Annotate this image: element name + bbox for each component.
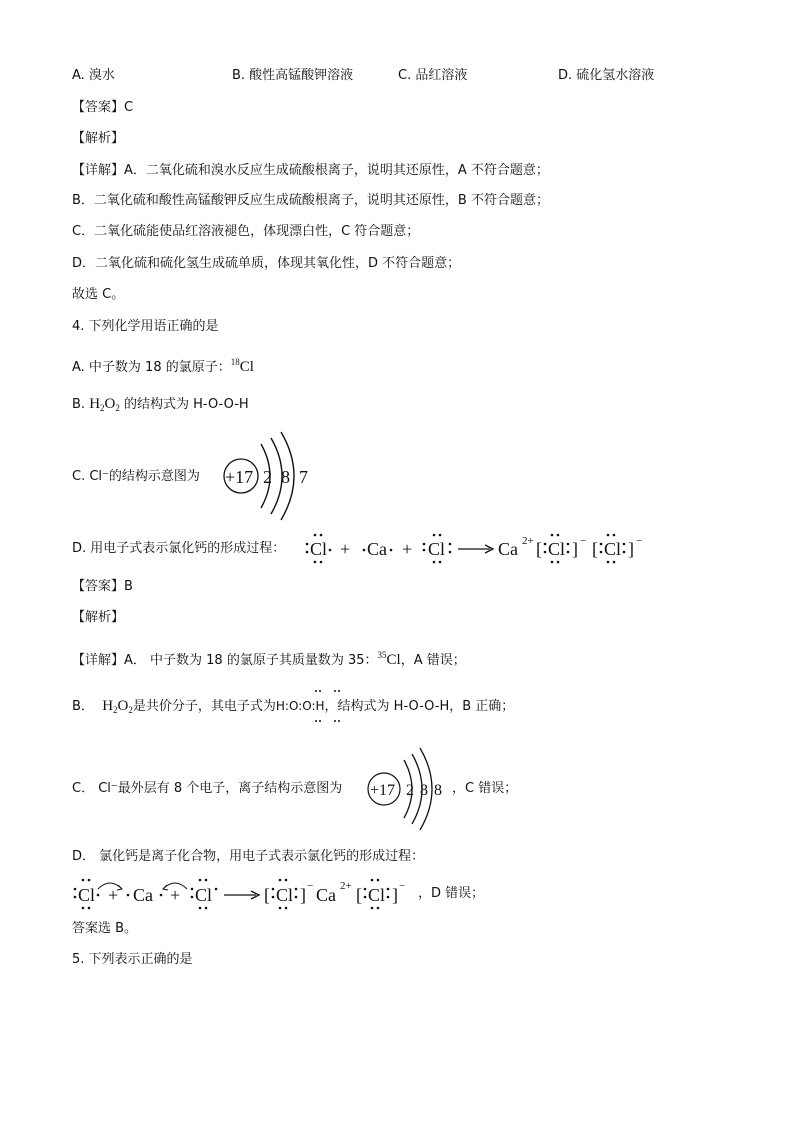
ca-ion: Ca bbox=[498, 539, 518, 559]
plus-sign: + bbox=[402, 539, 413, 559]
ca-ion: Ca bbox=[316, 885, 336, 905]
cl-ion: Cl bbox=[604, 539, 622, 559]
q4-conclusion: 答案选 B。 bbox=[72, 921, 138, 936]
element-symbol: Cl bbox=[239, 359, 254, 375]
q3-answer: 【答案】C bbox=[72, 100, 134, 115]
option-a-text: A. 溴水 bbox=[72, 68, 115, 83]
q4-analysis-label: 【解析】 bbox=[72, 610, 125, 625]
q4-option-a-label: A. 中子数为 18 的氯原子： bbox=[72, 360, 231, 375]
svg-text:]: ] bbox=[392, 885, 398, 905]
cacl2-formation-process bbox=[300, 528, 665, 568]
q4-option-b-label: B. bbox=[72, 397, 90, 412]
element-symbol: Cl bbox=[386, 652, 401, 668]
q3-analysis-label: 【解析】 bbox=[72, 131, 125, 146]
q5-stem: 5. 下列表示正确的是 bbox=[72, 952, 193, 967]
shell-electrons: 7 bbox=[299, 467, 308, 487]
plus-sign: + bbox=[170, 885, 181, 905]
cacl2-correct-process bbox=[70, 873, 440, 915]
formula-sub: 2 bbox=[115, 403, 120, 413]
q3-detail-b: B．二氧化硫和酸性高锰酸钾反应生成硫酸根离子，说明其还原性，B 不符合题意； bbox=[72, 193, 549, 208]
plus-sign: + bbox=[340, 539, 351, 559]
q4-detail-b-tail: ，结构式为 H-O-O-H，B 正确； bbox=[324, 699, 515, 714]
q4-stem: 4. 下列化学用语正确的是 bbox=[72, 319, 219, 334]
ca-atom: Ca bbox=[367, 539, 387, 559]
q4-detail-a-text: 【详解】A． 中子数为 18 的氯原子其质量数为 35： bbox=[72, 653, 378, 668]
cl-atom: Cl bbox=[310, 539, 328, 559]
svg-text:[: [ bbox=[536, 539, 542, 559]
cl-structure-diagram bbox=[215, 430, 315, 525]
electron-dots bbox=[310, 688, 350, 728]
cl-ion: Cl bbox=[548, 539, 566, 559]
mass-number: 35 bbox=[377, 650, 387, 660]
q3-detail-d: D．二氧化硫和硫化氢生成硫单质，体现其氧化性，D 不符合题意； bbox=[72, 256, 461, 271]
q4-detail-a bbox=[72, 646, 466, 670]
cl-charge: − bbox=[307, 880, 314, 892]
shell-electrons: 2 bbox=[263, 467, 272, 487]
option-b-text: B. 酸性高锰酸钾溶液 bbox=[232, 68, 354, 83]
shell-electrons: 2 bbox=[406, 782, 414, 799]
svg-text:]: ] bbox=[572, 539, 578, 559]
q4-detail-c-text: C． Cl⁻最外层有 8 个电子，离子结构示意图为 bbox=[72, 781, 343, 796]
cl-atom: Cl bbox=[78, 885, 96, 905]
formula-o: O bbox=[117, 698, 129, 714]
svg-text:[: [ bbox=[356, 885, 362, 905]
q4-detail-b-text: 是共价分子，其电子式为 bbox=[132, 699, 276, 714]
shell-electrons: 8 bbox=[434, 782, 442, 799]
svg-text:[: [ bbox=[592, 539, 598, 559]
formula-sub: 2 bbox=[113, 705, 118, 715]
shell-electrons: 8 bbox=[281, 467, 290, 487]
q4-option-c-label: C. Cl⁻的结构示意图为 bbox=[72, 469, 200, 484]
q4-option-a bbox=[72, 353, 254, 377]
cl-ion: Cl bbox=[368, 885, 386, 905]
formula-h: H bbox=[89, 396, 101, 412]
ca-charge: 2+ bbox=[340, 880, 352, 892]
nucleus-charge: +17 bbox=[225, 467, 254, 487]
h2o2-electron-formula: H:O:O:H bbox=[275, 699, 325, 713]
formula-o: O bbox=[104, 396, 116, 412]
option-d-text: D. 硫化氢水溶液 bbox=[558, 68, 655, 83]
nucleus-charge: +17 bbox=[370, 782, 396, 799]
svg-text:]: ] bbox=[300, 885, 306, 905]
ca-charge: 2+ bbox=[522, 535, 534, 547]
q4-detail-b bbox=[72, 697, 514, 719]
cl-atom: Cl bbox=[195, 885, 213, 905]
q4-detail-d-text: D． 氯化钙是离子化合物，用电子式表示氯化钙的形成过程： bbox=[72, 849, 425, 864]
q4-detail-b-label: B． bbox=[72, 699, 94, 714]
option-c-text: C. 品红溶液 bbox=[398, 68, 468, 83]
q4-option-b-text: 的结构式为 H-O-O-H bbox=[119, 397, 249, 412]
q3-detail-a: 【详解】A．二氧化硫和溴水反应生成硫酸根离子，说明其还原性，A 不符合题意； bbox=[72, 163, 549, 178]
ca-atom: Ca bbox=[133, 885, 153, 905]
cl-charge: − bbox=[580, 535, 587, 547]
q3-conclusion: 故选 C。 bbox=[72, 287, 125, 302]
svg-text:[: [ bbox=[264, 885, 270, 905]
formula-sub: 2 bbox=[128, 705, 133, 715]
plus-sign: + bbox=[108, 885, 119, 905]
cl-atom: Cl bbox=[428, 539, 446, 559]
q4-detail-c-tail: ，C 错误； bbox=[452, 781, 518, 796]
cl-ion: Cl bbox=[276, 885, 294, 905]
q4-option-b bbox=[72, 395, 249, 417]
svg-text:]: ] bbox=[628, 539, 634, 559]
cl-charge: − bbox=[636, 535, 643, 547]
q4-answer: 【答案】B bbox=[72, 579, 133, 594]
shell-electrons: 8 bbox=[420, 782, 428, 799]
q4-detail-d-tail: ，D 错误； bbox=[418, 886, 485, 901]
cl-ion-structure-diagram bbox=[366, 748, 456, 833]
mass-number: 18 bbox=[230, 357, 240, 367]
q4-option-d-label: D. 用电子式表示氯化钙的形成过程： bbox=[72, 541, 286, 556]
formula-h: H bbox=[102, 698, 114, 714]
cl-charge: − bbox=[399, 880, 406, 892]
q3-detail-c: C．二氧化硫能使品红溶液褪色，体现漂白性，C 符合题意； bbox=[72, 224, 420, 239]
q4-detail-a-tail: ，A 错误； bbox=[400, 653, 466, 668]
formula-sub: 2 bbox=[100, 403, 105, 413]
